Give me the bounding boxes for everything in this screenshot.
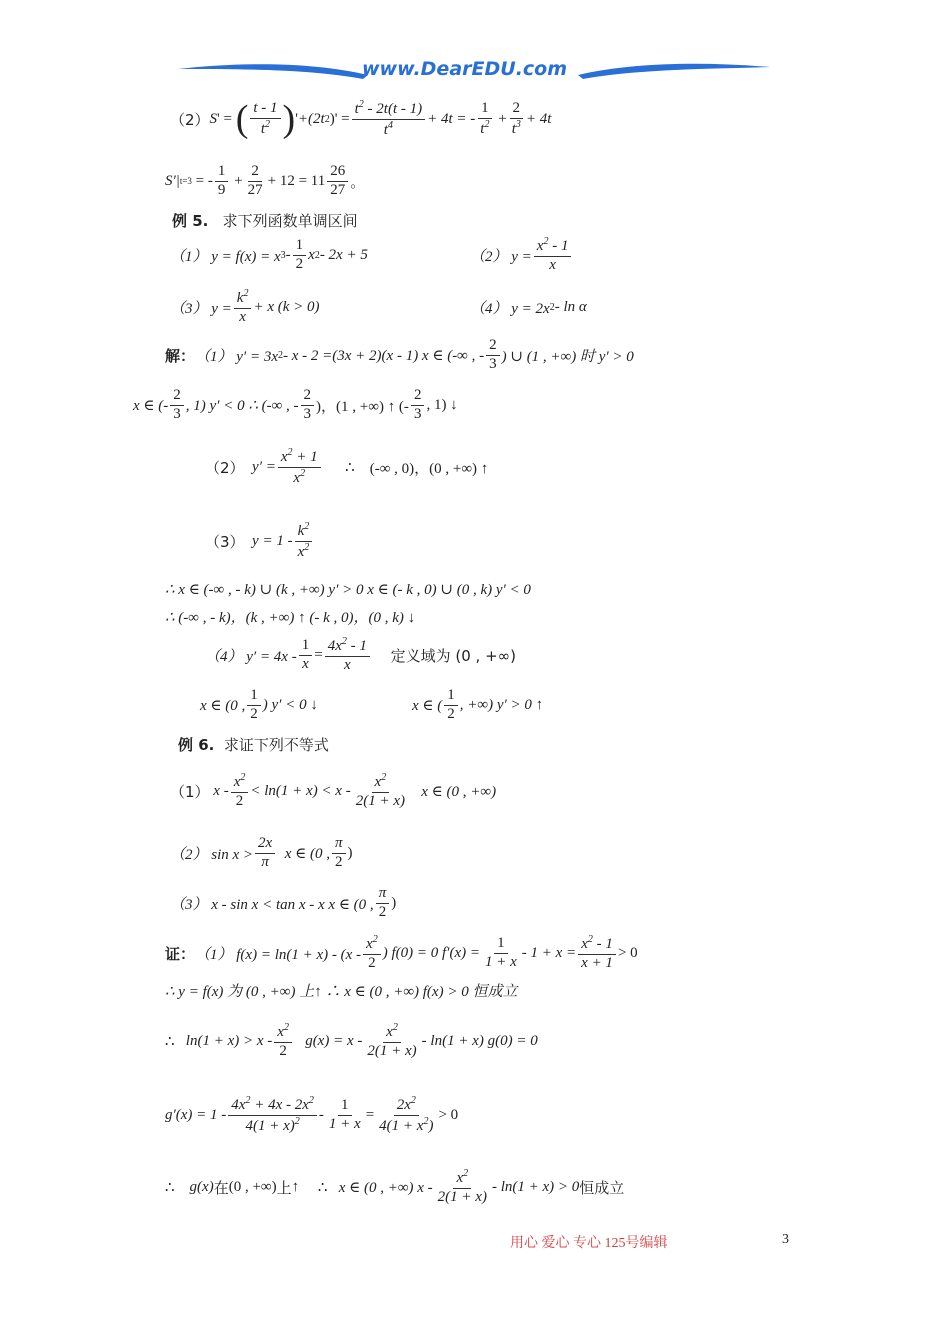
page-number: 3 (782, 1232, 789, 1247)
term: （1） y = f(x) = x (170, 248, 281, 265)
term: 上 (276, 1178, 292, 1197)
term: 4x (327, 638, 342, 655)
line-11: ∴ (-∞ , - k)，(k , +∞) ↑ (- k , 0)，(0 , k) ↓ (165, 610, 416, 626)
den: 3 (303, 405, 312, 422)
term: - 1 (548, 238, 569, 255)
term: + 1 (292, 449, 318, 466)
term: > 0 (438, 1106, 459, 1123)
line-18 (165, 928, 638, 978)
den: x (343, 656, 351, 673)
line-05 (170, 282, 320, 332)
term: ) (391, 894, 397, 911)
term: ↑ (291, 1178, 300, 1195)
s-prime: S'| (165, 172, 180, 189)
term: x ∈ (0 , +∞) (421, 783, 497, 800)
term: ln(1 + x) > x - (185, 1032, 273, 1049)
den: 2(1 + x) (355, 792, 405, 809)
therefore: ∴ (317, 1179, 328, 1196)
exp: 2 (304, 521, 310, 533)
x: x (386, 1024, 393, 1041)
term: )' (329, 110, 338, 127)
term: - 1 (346, 638, 367, 655)
term: (0 , +∞) (228, 1178, 277, 1195)
example-label: 例 6. (178, 736, 215, 754)
line-13a (200, 680, 318, 730)
term: - x - 2 =(3x + 2)(x - 1) x ∈ (-∞ , - (283, 347, 485, 364)
exp: 2 (308, 1095, 314, 1107)
term: x ∈ ( (412, 697, 443, 714)
num: 1 (247, 687, 261, 705)
solution-label: 解： (165, 346, 196, 365)
example-title: 求下列函数单调区间 (222, 212, 358, 230)
label: （1） (170, 782, 210, 801)
num: 2 (486, 337, 500, 355)
example-5-heading (172, 210, 358, 231)
term: + 12 = 11 (267, 172, 326, 189)
term: - ln α (554, 298, 587, 315)
frac-den: t (260, 120, 266, 137)
den: x (549, 256, 556, 273)
term: （1） y′ = 3x (195, 348, 278, 365)
exp: 2 (287, 447, 293, 459)
term: g(x) (189, 1178, 214, 1195)
den: 27 (247, 181, 263, 198)
exp: 2 (304, 541, 310, 553)
line-05b (470, 282, 587, 332)
x: x (581, 936, 588, 953)
exp: 2 (381, 772, 387, 784)
k: k (236, 290, 244, 307)
line-06 (165, 330, 634, 380)
term: , +∞) y′ > 0 ↑ (459, 696, 544, 713)
term: ) y′ < 0 ↓ (262, 696, 318, 713)
den: 2(1 + x) (437, 1188, 487, 1205)
term: （1） f(x) = ln(1 + x) - (x - (195, 946, 362, 963)
therefore: ∴ (345, 459, 355, 476)
term: = - (195, 172, 213, 189)
line-02: S'| t=3 = - $\frac{1}{9}$ + $\frac{2}{27}$ + 12 = 11 $\frac{26}{27}$ 。 (165, 163, 366, 198)
den: x (302, 655, 309, 672)
exp: 2 (543, 236, 549, 248)
therefore: ∴ (165, 1033, 175, 1050)
exp: 4 (387, 119, 393, 131)
term: （3） x - sin x < tan x - x x ∈ (0 , (170, 896, 374, 913)
exp: 2 (392, 1022, 398, 1034)
exp: 2 (372, 934, 378, 946)
term: x ∈ (0 , (200, 697, 246, 714)
exp: 2 (463, 1168, 469, 1180)
exp: 2 (358, 99, 364, 111)
num: 2 (510, 100, 524, 118)
term: - ln(1 + x) > 0 (491, 1178, 580, 1195)
term: - 2x + 5 (319, 246, 368, 263)
num: 1 (299, 637, 313, 655)
period: 。 (350, 172, 366, 191)
label: （2） (170, 110, 210, 129)
term: （4） y = 2x (470, 300, 550, 317)
exp: 2 (587, 934, 593, 946)
den: 2 (295, 255, 304, 272)
line-04b (470, 230, 573, 280)
term: + x (k > 0) (253, 298, 320, 315)
num: 2x (255, 835, 275, 853)
num: 2 (170, 387, 184, 405)
x: x (297, 543, 305, 560)
line-07 (133, 380, 458, 430)
exp: 2 (265, 118, 271, 130)
exp: 2 (484, 118, 490, 130)
term: > 0 (617, 944, 638, 961)
term: +(2t (297, 110, 325, 127)
term: ) (347, 844, 353, 861)
header-site[interactable]: www.DearEDU.com (362, 58, 568, 80)
line-17 (170, 878, 396, 928)
line-15 (170, 766, 496, 816)
x: x (536, 238, 544, 255)
line-22 (165, 1162, 624, 1212)
t: t (383, 121, 388, 138)
den: 3 (173, 405, 181, 422)
term: - 1 (592, 936, 613, 953)
num: 1 (444, 687, 458, 705)
line-01: （2） S ' = ( $\frac{t - 1}{t^2}$ ) ' +(2t 2 )' = $\frac{t^2 - 2t(t - 1)}{t^4}$ + 4t = - $\frac{1}{t^2}$ + $\frac{2}{t^3}$ + 4t (170, 98, 552, 140)
exp: 2 (324, 113, 330, 125)
s-symbol: S (209, 110, 218, 127)
term: 4x (231, 1097, 246, 1114)
exp: 2 (243, 288, 249, 300)
num: 1 (338, 1097, 352, 1115)
term: y′ = (252, 458, 276, 475)
term: ) (428, 1117, 434, 1134)
line-19: ∴ y = f(x) 为 (0 , +∞) 上↑ ∴ x ∈ (0 , +∞) f(x) > 0 恒成立 (165, 984, 518, 1000)
num: π (376, 885, 390, 903)
den: 2 (279, 1042, 287, 1059)
line-12 (205, 630, 516, 680)
term: - 2t(t - 1) (363, 101, 423, 118)
example-label: 例 5. (172, 212, 209, 230)
line-10: ∴ x ∈ (-∞ , - k) ∪ (k , +∞) y′ > 0 x ∈ (- k , 0) ∪ (0 , k) y′ < 0 (165, 582, 531, 598)
den: 2 (250, 705, 258, 722)
term: + 4t (525, 110, 552, 127)
den: x (239, 308, 246, 325)
term: = (365, 1106, 375, 1123)
den: 2 (368, 954, 376, 971)
num: 2 (248, 163, 262, 181)
term: - (318, 1106, 324, 1123)
num: π (332, 835, 346, 853)
den: 3 (413, 405, 422, 422)
den: 3 (489, 355, 497, 372)
exp: 2 (278, 349, 283, 361)
x: x (233, 774, 241, 791)
den: 2 (447, 705, 455, 722)
den: x + 1 (581, 954, 613, 971)
num: 2 (301, 387, 315, 405)
term: , 1) y′ < 0 ∴ (-∞ , - (185, 397, 299, 414)
term: ) ∪ (1 , +∞) 时 y′ > 0 (501, 348, 634, 365)
num: 1 (478, 100, 492, 118)
num: 1 (293, 237, 307, 255)
line-13b (412, 680, 543, 730)
term: ) f(0) = 0 f′(x) = (382, 944, 480, 961)
exp: 2 (341, 636, 347, 648)
x: x (293, 469, 301, 486)
exp: 2 (549, 301, 555, 313)
term: < ln(1 + x) < x - (250, 782, 351, 799)
term: + 4t = - (427, 110, 476, 127)
den: 2 (334, 853, 343, 870)
example-6-heading (178, 734, 329, 755)
x: x (277, 1024, 284, 1041)
exp: 2 (240, 772, 246, 784)
den: 1 + x (484, 953, 517, 970)
k: k (297, 523, 305, 540)
den: 2(1 + x) (367, 1042, 417, 1059)
term: x - (213, 782, 229, 799)
den: 9 (217, 181, 226, 198)
t: t (480, 120, 485, 137)
term: + 4x - 2x (250, 1097, 309, 1114)
x: x (456, 1170, 464, 1187)
den: π (261, 853, 269, 870)
exp: 3 (515, 118, 521, 130)
term: = (314, 646, 323, 663)
term: - ln(1 + x) g(0) = 0 (421, 1032, 538, 1049)
line-20 (165, 1016, 538, 1066)
exp: 2 (245, 1095, 251, 1107)
label: （3） (205, 532, 245, 551)
term: (-∞ , 0)，(0 , +∞) ↑ (369, 460, 489, 477)
exp: 2 (294, 1115, 300, 1127)
den: 1 + x (328, 1115, 361, 1132)
term: 恒成立 (579, 1178, 625, 1197)
line-16 (170, 828, 353, 878)
term: （2） y = (470, 248, 532, 265)
example-title: 求证下列不等式 (223, 736, 329, 754)
den: 2 (378, 903, 387, 920)
line-09 (205, 516, 314, 566)
exp: 2 (314, 249, 320, 261)
den: 27 (330, 181, 346, 198)
label: （2） (205, 458, 245, 477)
term: （2） sin x > (170, 846, 254, 863)
proof-label: 证： (165, 944, 196, 963)
therefore: ∴ (165, 1179, 175, 1196)
t: t (511, 120, 516, 137)
exp: 2 (300, 467, 306, 479)
term: x ∈ (- (133, 397, 169, 414)
term: x ∈ (0 , (284, 845, 330, 862)
t: t (354, 101, 359, 118)
line-04 (170, 230, 368, 280)
term: , 1) ↓ (426, 396, 458, 413)
term: g′(x) = 1 - (165, 1106, 227, 1123)
exp: 2 (283, 1022, 289, 1034)
term: （4） y′ = 4x - (205, 648, 297, 665)
term: x (308, 246, 315, 263)
num: 1 (494, 935, 508, 953)
line-08 (205, 442, 488, 492)
num: 26 (327, 163, 348, 181)
x: x (374, 774, 382, 791)
footer-text: 用心 爱心 专心 125号编辑 (510, 1236, 668, 1251)
den: 2 (235, 792, 244, 809)
exp: 3 (280, 249, 286, 261)
term: - (285, 246, 291, 263)
exp: 2 (423, 1115, 429, 1127)
domain-note: 定义域为 (0 , +∞) (390, 646, 516, 665)
exp: 2 (410, 1095, 416, 1107)
term: - 1 + x = (521, 944, 577, 961)
frac-num: t - 1 (250, 100, 280, 118)
term: g(x) = x - (305, 1032, 363, 1049)
term: 4(1 + x) (245, 1117, 295, 1134)
term: 2x (396, 1097, 411, 1114)
x: x (280, 449, 288, 466)
term: )，(1 , +∞) ↑ (- (316, 398, 409, 415)
term: 在 (213, 1178, 229, 1197)
subscript: t=3 (179, 176, 192, 186)
num: 1 (215, 163, 229, 181)
x: x (366, 936, 373, 953)
term: y = 1 - (252, 532, 293, 549)
line-21 (165, 1090, 458, 1140)
term: x ∈ (0 , +∞) x - (338, 1179, 433, 1196)
num: 2 (411, 387, 425, 405)
term: 4(1 + x (379, 1117, 424, 1134)
term: （3） y = (170, 300, 232, 317)
